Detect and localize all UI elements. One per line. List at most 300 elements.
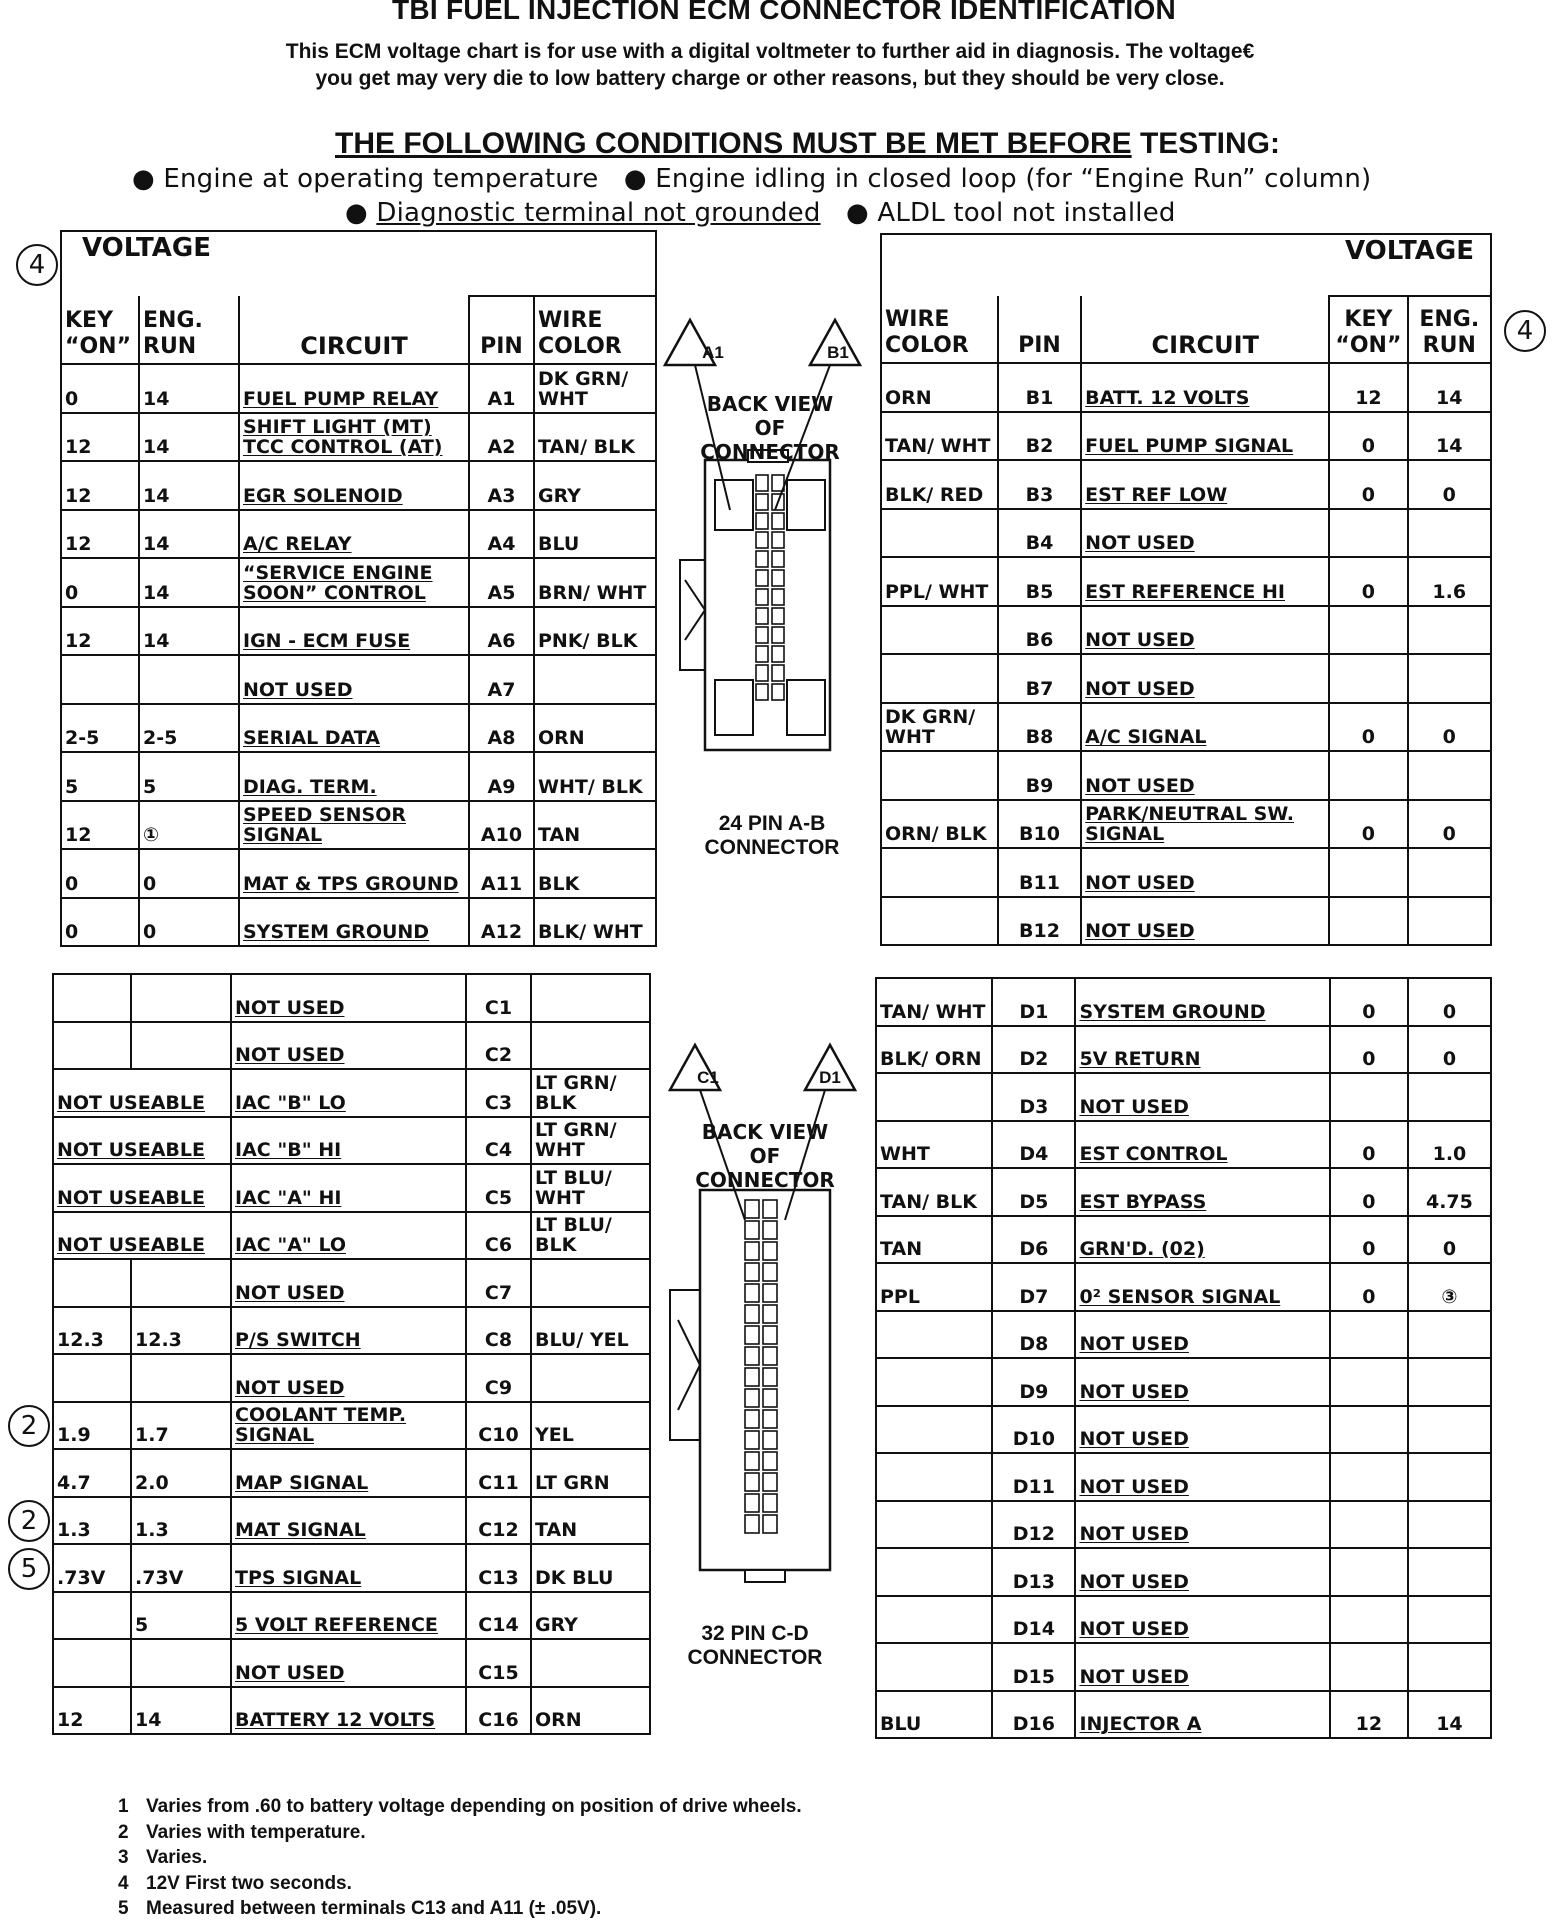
table-row xyxy=(876,1026,1491,1074)
key-on-value xyxy=(1329,897,1407,946)
triangle-a1: A1 xyxy=(702,343,724,362)
wire-color xyxy=(876,1358,992,1406)
pin-id: C13 xyxy=(466,1544,531,1592)
connector-pin xyxy=(763,1515,777,1533)
circuit-name: 5 VOLT REFERENCE xyxy=(231,1592,466,1640)
connector-pin xyxy=(756,532,768,548)
key-on-value: 0 xyxy=(1329,557,1407,606)
pin-id: C10 xyxy=(466,1402,531,1450)
key-on-value: 0 xyxy=(1330,978,1408,1026)
pin-id: D4 xyxy=(992,1121,1075,1169)
pin-id: B3 xyxy=(998,460,1081,509)
conditions-heading-rest: TESTING: xyxy=(1131,127,1280,160)
circuit-name: BATT. 12 VOLTS xyxy=(1081,363,1329,412)
circuit-name: PARK/NEUTRAL SW. SIGNAL xyxy=(1081,800,1329,849)
circuit-name: NOT USED xyxy=(231,1259,466,1307)
eng-run-value: 0 xyxy=(139,849,239,898)
connector-pin xyxy=(763,1221,777,1239)
back-view-label: BACK VIEW OF CONNECTOR xyxy=(695,1120,835,1192)
connector-pin xyxy=(763,1389,777,1407)
eng-run-header: ENG. RUN xyxy=(139,296,239,364)
wire-color-header: WIRE COLOR xyxy=(534,296,656,364)
wire-color xyxy=(534,655,656,704)
circuit-name: EST REFERENCE HI xyxy=(1081,557,1329,606)
eng-run-value xyxy=(1408,1596,1491,1644)
pin-id: C3 xyxy=(466,1069,531,1117)
key-on-value: 0 xyxy=(1329,800,1407,849)
wire-color: TAN xyxy=(534,801,656,850)
eng-run-value: 14 xyxy=(139,510,239,559)
wire-color xyxy=(876,1453,992,1501)
table-row xyxy=(61,898,656,947)
footnote: 4 12V First two seconds. xyxy=(118,1872,352,1894)
wire-color xyxy=(531,1259,650,1307)
connector-pin xyxy=(763,1368,777,1386)
eng-run-value xyxy=(131,974,231,1022)
pin-id: D15 xyxy=(992,1643,1075,1691)
circuit-name: NOT USED xyxy=(1075,1406,1330,1454)
circuit-name: NOT USED xyxy=(1075,1501,1330,1549)
eng-run-value xyxy=(131,1639,231,1687)
key-on-value: 0 xyxy=(1330,1263,1408,1311)
table-row xyxy=(53,1544,650,1592)
connector-pin xyxy=(772,551,784,567)
connector-pin xyxy=(745,1263,759,1281)
wire-color xyxy=(881,509,998,558)
eng-run-value: 0 xyxy=(139,898,239,947)
condition-item: Diagnostic terminal not grounded xyxy=(376,198,821,228)
wire-color-header: WIRE COLOR xyxy=(881,296,998,363)
key-on-value xyxy=(1330,1453,1408,1501)
table-row xyxy=(53,1449,650,1497)
connector-pin xyxy=(745,1200,759,1218)
condition-item: ALDL tool not installed xyxy=(877,198,1176,228)
circuit-name: EGR SOLENOID xyxy=(239,461,469,510)
connector-pin xyxy=(772,684,784,700)
pin-id: D2 xyxy=(992,1026,1075,1074)
pin-id: C1 xyxy=(466,974,531,1022)
key-on-value: 0 xyxy=(1329,703,1407,752)
eng-run-value: 14 xyxy=(131,1687,231,1735)
pin-header: PIN xyxy=(469,296,534,364)
wire-color xyxy=(531,1639,650,1687)
key-on-value: 1.9 xyxy=(53,1402,131,1450)
connector-pin xyxy=(745,1221,759,1239)
wire-color: BLU xyxy=(534,510,656,559)
wire-color: BRN/ WHT xyxy=(534,558,656,607)
key-on-value: 0 xyxy=(1330,1121,1408,1169)
wire-color: BLK/ WHT xyxy=(534,898,656,947)
key-on-value xyxy=(1329,509,1407,558)
connector-pin xyxy=(763,1410,777,1428)
circuit-name: 5V RETURN xyxy=(1075,1026,1330,1074)
key-on-value xyxy=(1330,1643,1408,1691)
connector-pin xyxy=(763,1473,777,1491)
eng-run-value: 14 xyxy=(1408,1691,1491,1739)
wire-color xyxy=(881,848,998,897)
circuit-header: CIRCUIT xyxy=(1081,296,1329,363)
pin-id: C5 xyxy=(466,1164,531,1212)
key-on-value xyxy=(1329,654,1407,703)
key-on-value: 12 xyxy=(1330,1691,1408,1739)
table-row xyxy=(53,1069,650,1117)
pin-id: B11 xyxy=(998,848,1081,897)
connector-pin xyxy=(756,646,768,662)
voltage-header: VOLTAGE xyxy=(61,231,656,296)
table-row xyxy=(876,1263,1491,1311)
connector-pin xyxy=(772,665,784,681)
key-on-value xyxy=(1330,1358,1408,1406)
eng-run-value xyxy=(1408,1358,1491,1406)
circuit-name: NOT USED xyxy=(1081,751,1329,800)
pin-id: D10 xyxy=(992,1406,1075,1454)
wire-color: ORN xyxy=(881,363,998,412)
wire-color xyxy=(881,654,998,703)
connector-pin xyxy=(772,627,784,643)
key-on-value: 0 xyxy=(1330,1168,1408,1216)
key-on-value xyxy=(1329,606,1407,655)
pin-id: D7 xyxy=(992,1263,1075,1311)
eng-run-value xyxy=(1408,1311,1491,1359)
pin-id: C2 xyxy=(466,1022,531,1070)
pin-id: D3 xyxy=(992,1073,1075,1121)
eng-run-value xyxy=(1408,848,1491,897)
table-row xyxy=(53,1592,650,1640)
key-on-value: NOT USEABLE xyxy=(53,1117,231,1165)
connector-pin xyxy=(763,1305,777,1323)
key-on-value xyxy=(1330,1548,1408,1596)
circuit-name: NOT USED xyxy=(1075,1358,1330,1406)
circuit-name: NOT USED xyxy=(1075,1643,1330,1691)
eng-run-value: 0 xyxy=(1408,978,1491,1026)
pin-id: C11 xyxy=(466,1449,531,1497)
pin-id: B10 xyxy=(998,800,1081,849)
pin-id: C14 xyxy=(466,1592,531,1640)
connector-pin xyxy=(756,608,768,624)
table-row xyxy=(881,412,1491,461)
eng-run-value: 0 xyxy=(1408,1216,1491,1264)
table-row xyxy=(876,1406,1491,1454)
table-row xyxy=(881,654,1491,703)
key-on-value xyxy=(1330,1501,1408,1549)
wire-color xyxy=(881,897,998,946)
pin-id: D1 xyxy=(992,978,1075,1026)
table-row xyxy=(876,1311,1491,1359)
circuit-name: SPEED SENSOR SIGNAL xyxy=(239,801,469,850)
wire-color xyxy=(531,974,650,1022)
wire-color xyxy=(876,1548,992,1596)
eng-run-value xyxy=(1408,751,1491,800)
key-on-value xyxy=(1330,1311,1408,1359)
circuit-name: “SERVICE ENGINE SOON” CONTROL xyxy=(239,558,469,607)
wire-color xyxy=(876,1073,992,1121)
table-row xyxy=(61,558,656,607)
connector-pin xyxy=(763,1242,777,1260)
circuit-name: SYSTEM GROUND xyxy=(1075,978,1330,1026)
triangle-c1: C1 xyxy=(697,1068,719,1087)
key-on-value: 0 xyxy=(61,558,139,607)
key-on-value xyxy=(1329,848,1407,897)
pin-id: B8 xyxy=(998,703,1081,752)
connector-pin xyxy=(763,1452,777,1470)
pin-id: A9 xyxy=(469,752,534,801)
pin-id: A4 xyxy=(469,510,534,559)
pin-id: D12 xyxy=(992,1501,1075,1549)
table-c-pins xyxy=(52,973,651,1735)
pin-id: A6 xyxy=(469,607,534,656)
connector-pin xyxy=(756,589,768,605)
table-row xyxy=(53,1164,650,1212)
connector-pin xyxy=(763,1326,777,1344)
pin-id: C8 xyxy=(466,1307,531,1355)
wire-color: LT GRN/ BLK xyxy=(531,1069,650,1117)
circuit-name: NOT USED xyxy=(1075,1453,1330,1501)
circuit-name: MAP SIGNAL xyxy=(231,1449,466,1497)
connector-pin xyxy=(756,570,768,586)
key-on-value: 0 xyxy=(61,849,139,898)
wire-color xyxy=(876,1311,992,1359)
connector-pin xyxy=(745,1326,759,1344)
key-on-value: 0 xyxy=(61,364,139,413)
table-row xyxy=(876,1168,1491,1216)
connector-pin xyxy=(745,1410,759,1428)
eng-run-value xyxy=(1408,897,1491,946)
circuit-name: NOT USED xyxy=(1081,509,1329,558)
circuit-name: IAC "B" LO xyxy=(231,1069,466,1117)
table-row xyxy=(53,1212,650,1260)
wire-color: PPL/ WHT xyxy=(881,557,998,606)
connector-pin xyxy=(772,532,784,548)
table-row xyxy=(61,655,656,704)
circuit-name: NOT USED xyxy=(1075,1073,1330,1121)
eng-run-value xyxy=(1408,1548,1491,1596)
connector-ab-label: 24 PIN A-B CONNECTOR xyxy=(704,812,840,859)
pin-id: A10 xyxy=(469,801,534,850)
table-b-pins xyxy=(880,233,1492,946)
circuit-name: FUEL PUMP RELAY xyxy=(239,364,469,413)
key-on-value xyxy=(1330,1073,1408,1121)
wire-color: LT GRN xyxy=(531,1449,650,1497)
connector-pin xyxy=(763,1494,777,1512)
table-row xyxy=(876,1643,1491,1691)
table-row xyxy=(876,1596,1491,1644)
eng-run-value: .73V xyxy=(131,1544,231,1592)
connector-pin xyxy=(745,1494,759,1512)
wire-color: ORN/ BLK xyxy=(881,800,998,849)
connector-pin xyxy=(763,1263,777,1281)
footnote-marker-icon: 4 xyxy=(1504,310,1546,352)
connector-pin xyxy=(772,646,784,662)
pin-id: C16 xyxy=(466,1687,531,1735)
eng-run-value xyxy=(131,1354,231,1402)
connector-pin xyxy=(756,494,768,510)
intro-line-1: This ECM voltage chart is for use with a digital voltmeter to further aid in diagnosis. The voltage€ xyxy=(285,40,1255,63)
key-on-value: NOT USEABLE xyxy=(53,1164,231,1212)
key-on-value: 12 xyxy=(61,510,139,559)
eng-run-value: 4.75 xyxy=(1408,1168,1491,1216)
table-d-pins xyxy=(875,977,1492,1739)
connector-pin xyxy=(763,1284,777,1302)
key-on-value xyxy=(53,974,131,1022)
circuit-name: EST REF LOW xyxy=(1081,460,1329,509)
pin-id: C12 xyxy=(466,1497,531,1545)
intro-line-2: you get may very die to low battery charge or other reasons, but they should be very close. xyxy=(315,67,1225,90)
eng-run-value xyxy=(1408,1073,1491,1121)
circuit-name: NOT USED xyxy=(231,1354,466,1402)
wire-color xyxy=(881,751,998,800)
connector-pin xyxy=(745,1389,759,1407)
eng-run-value: 1.6 xyxy=(1408,557,1491,606)
footnote: 3 Varies. xyxy=(118,1847,208,1868)
table-row xyxy=(53,1354,650,1402)
footnote-marker-icon: 5 xyxy=(8,1548,50,1590)
eng-run-value: 0 xyxy=(1408,703,1491,752)
table-row xyxy=(881,800,1491,849)
eng-run-value xyxy=(1408,1406,1491,1454)
pin-id: C15 xyxy=(466,1639,531,1687)
wire-color: LT BLU/ BLK xyxy=(531,1212,650,1260)
eng-run-value: 5 xyxy=(131,1592,231,1640)
table-row xyxy=(876,1691,1491,1739)
connector-pin xyxy=(745,1515,759,1533)
table-row xyxy=(876,1216,1491,1264)
wire-color: BLK xyxy=(534,849,656,898)
pin-id: D6 xyxy=(992,1216,1075,1264)
table-row xyxy=(61,364,656,413)
eng-run-value: 2-5 xyxy=(139,704,239,753)
key-on-value: NOT USEABLE xyxy=(53,1069,231,1117)
eng-run-value: ③ xyxy=(1408,1263,1491,1311)
conditions-heading-underlined: THE FOLLOWING CONDITIONS MUST BE MET BEFORE xyxy=(335,127,1132,160)
table-row xyxy=(881,897,1491,946)
connector-pin xyxy=(772,570,784,586)
eng-run-value: 1.7 xyxy=(131,1402,231,1450)
circuit-name: NOT USED xyxy=(239,655,469,704)
eng-run-value xyxy=(1408,1643,1491,1691)
table-a-pins xyxy=(60,230,657,947)
circuit-name: NOT USED xyxy=(1081,606,1329,655)
wire-color: WHT/ BLK xyxy=(534,752,656,801)
key-on-value: 0 xyxy=(1329,460,1407,509)
pin-id: D14 xyxy=(992,1596,1075,1644)
pin-id: B4 xyxy=(998,509,1081,558)
table-row xyxy=(881,751,1491,800)
eng-run-value xyxy=(139,655,239,704)
eng-run-value: 14 xyxy=(139,461,239,510)
footnote: 1 Varies from .60 to battery voltage depending on position of drive wheels. xyxy=(118,1796,802,1817)
circuit-name: COOLANT TEMP. SIGNAL xyxy=(231,1402,466,1450)
key-on-value xyxy=(1330,1596,1408,1644)
circuit-name: NOT USED xyxy=(231,1022,466,1070)
circuit-name: IAC "A" HI xyxy=(231,1164,466,1212)
eng-run-value: 1.3 xyxy=(131,1497,231,1545)
wire-color: LT BLU/ WHT xyxy=(531,1164,650,1212)
wire-color: YEL xyxy=(531,1402,650,1450)
pin-id: A8 xyxy=(469,704,534,753)
circuit-name: IAC "B" HI xyxy=(231,1117,466,1165)
pin-id: D8 xyxy=(992,1311,1075,1359)
table-row xyxy=(61,461,656,510)
table-row xyxy=(881,848,1491,897)
circuit-name: SYSTEM GROUND xyxy=(239,898,469,947)
circuit-name: EST BYPASS xyxy=(1075,1168,1330,1216)
wire-color: TAN/ BLK xyxy=(876,1168,992,1216)
circuit-name: TPS SIGNAL xyxy=(231,1544,466,1592)
connector-pin xyxy=(745,1452,759,1470)
key-on-value: 0 xyxy=(1330,1026,1408,1074)
key-on-value: 12 xyxy=(1329,363,1407,412)
pin-id: A3 xyxy=(469,461,534,510)
key-on-value: 12 xyxy=(61,413,139,462)
connector-pin xyxy=(756,684,768,700)
key-on-value: 5 xyxy=(61,752,139,801)
connector-pin xyxy=(745,1242,759,1260)
circuit-name: EST CONTROL xyxy=(1075,1121,1330,1169)
connector-pin xyxy=(756,665,768,681)
pin-id: A12 xyxy=(469,898,534,947)
table-row xyxy=(881,509,1491,558)
pin-id: B1 xyxy=(998,363,1081,412)
table-row xyxy=(53,974,650,1022)
key-on-value: 12 xyxy=(61,801,139,850)
eng-run-header: ENG. RUN xyxy=(1408,296,1491,363)
circuit-name: IAC "A" LO xyxy=(231,1212,466,1260)
wire-color: BLK/ ORN xyxy=(876,1026,992,1074)
eng-run-value xyxy=(1408,509,1491,558)
eng-run-value: 14 xyxy=(1408,412,1491,461)
table-row xyxy=(876,1358,1491,1406)
wire-color: GRY xyxy=(531,1592,650,1640)
table-row xyxy=(881,606,1491,655)
circuit-name: INJECTOR A xyxy=(1075,1691,1330,1739)
pin-id: B7 xyxy=(998,654,1081,703)
circuit-name: MAT & TPS GROUND xyxy=(239,849,469,898)
key-on-value xyxy=(53,1639,131,1687)
pin-header: PIN xyxy=(998,296,1081,363)
pin-id: C9 xyxy=(466,1354,531,1402)
wire-color: BLK/ RED xyxy=(881,460,998,509)
circuit-name: IGN - ECM FUSE xyxy=(239,607,469,656)
eng-run-value: 14 xyxy=(139,364,239,413)
connector-pin xyxy=(745,1473,759,1491)
table-row xyxy=(53,1117,650,1165)
circuit-name: NOT USED xyxy=(1081,848,1329,897)
connector-cd-label: 32 PIN C-D CONNECTOR xyxy=(687,1622,823,1669)
pin-id: B2 xyxy=(998,412,1081,461)
key-on-value: 0 xyxy=(61,898,139,947)
circuit-name: A/C RELAY xyxy=(239,510,469,559)
eng-run-value: 14 xyxy=(1408,363,1491,412)
wire-color xyxy=(881,606,998,655)
footnote: 2 Varies with temperature. xyxy=(118,1821,366,1843)
circuit-name: BATTERY 12 VOLTS xyxy=(231,1687,466,1735)
circuit-name: SHIFT LIGHT (MT) TCC CONTROL (AT) xyxy=(239,413,469,462)
pin-id: A7 xyxy=(469,655,534,704)
eng-run-value xyxy=(1408,1453,1491,1501)
key-on-value: 12 xyxy=(61,461,139,510)
eng-run-value xyxy=(1408,654,1491,703)
footnotes xyxy=(118,1794,802,1922)
eng-run-value xyxy=(1408,606,1491,655)
table-row xyxy=(876,1501,1491,1549)
triangle-b1: B1 xyxy=(827,343,849,362)
wire-color xyxy=(876,1501,992,1549)
key-on-value: 0 xyxy=(1329,412,1407,461)
eng-run-value: 14 xyxy=(139,607,239,656)
circuit-name: P/S SWITCH xyxy=(231,1307,466,1355)
eng-run-value: 0 xyxy=(1408,800,1491,849)
wire-color: PPL xyxy=(876,1263,992,1311)
